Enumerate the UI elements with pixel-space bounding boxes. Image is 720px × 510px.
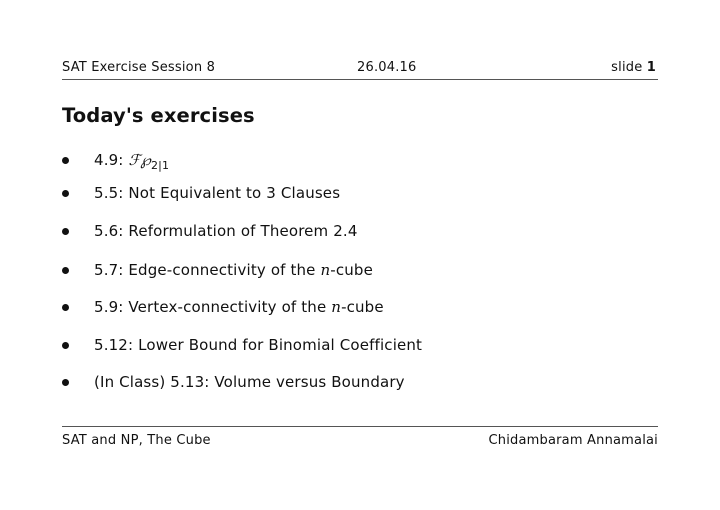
list-item-text	[94, 151, 169, 172]
math-subscript: 2|1	[151, 159, 170, 172]
list-item-text: 5.6: Reformulation of Theorem 2.4	[94, 222, 358, 240]
header-slide-number	[611, 60, 656, 75]
slide-header	[62, 60, 658, 78]
bullet-icon	[62, 157, 69, 164]
math-symbol	[128, 151, 170, 172]
list-item-text: (In Class) 5.13: Volume versus Boundary	[94, 373, 405, 391]
header-divider	[62, 79, 658, 80]
bullet-icon	[62, 379, 69, 386]
bullet-icon	[62, 228, 69, 235]
slide-title: Today's exercises	[62, 104, 255, 127]
slide-label: slide	[611, 60, 643, 75]
bullet-icon	[62, 342, 69, 349]
item-suffix: -cube	[341, 298, 384, 316]
item-suffix: -cube	[330, 261, 373, 279]
footer-author: Chidambaram Annamalai	[488, 433, 658, 448]
list-item-text	[94, 298, 384, 316]
bullet-icon	[62, 304, 69, 311]
list-item-text: 5.12: Lower Bound for Binomial Coefficient	[94, 336, 423, 354]
slide-footer	[62, 433, 658, 451]
footer-topic: SAT and NP, The Cube	[62, 433, 211, 448]
item-label: 5.9: Vertex-connectivity of the	[94, 298, 332, 316]
item-label: 5.7: Edge-connectivity of the	[94, 261, 321, 279]
list-item-text	[94, 261, 373, 279]
header-date: 26.04.16	[357, 60, 417, 75]
slide-number-value: 1	[646, 60, 656, 75]
item-label: 4.9:	[94, 151, 129, 169]
list-item-text: 5.5: Not Equivalent to 3 Clauses	[94, 184, 341, 202]
bullet-icon	[62, 267, 69, 274]
header-session-title: SAT Exercise Session 8	[62, 60, 216, 75]
math-fp: ℱ℘	[128, 151, 151, 169]
footer-divider	[62, 426, 658, 427]
math-variable: n	[320, 261, 331, 279]
bullet-icon	[62, 190, 69, 197]
math-variable: n	[331, 298, 342, 316]
